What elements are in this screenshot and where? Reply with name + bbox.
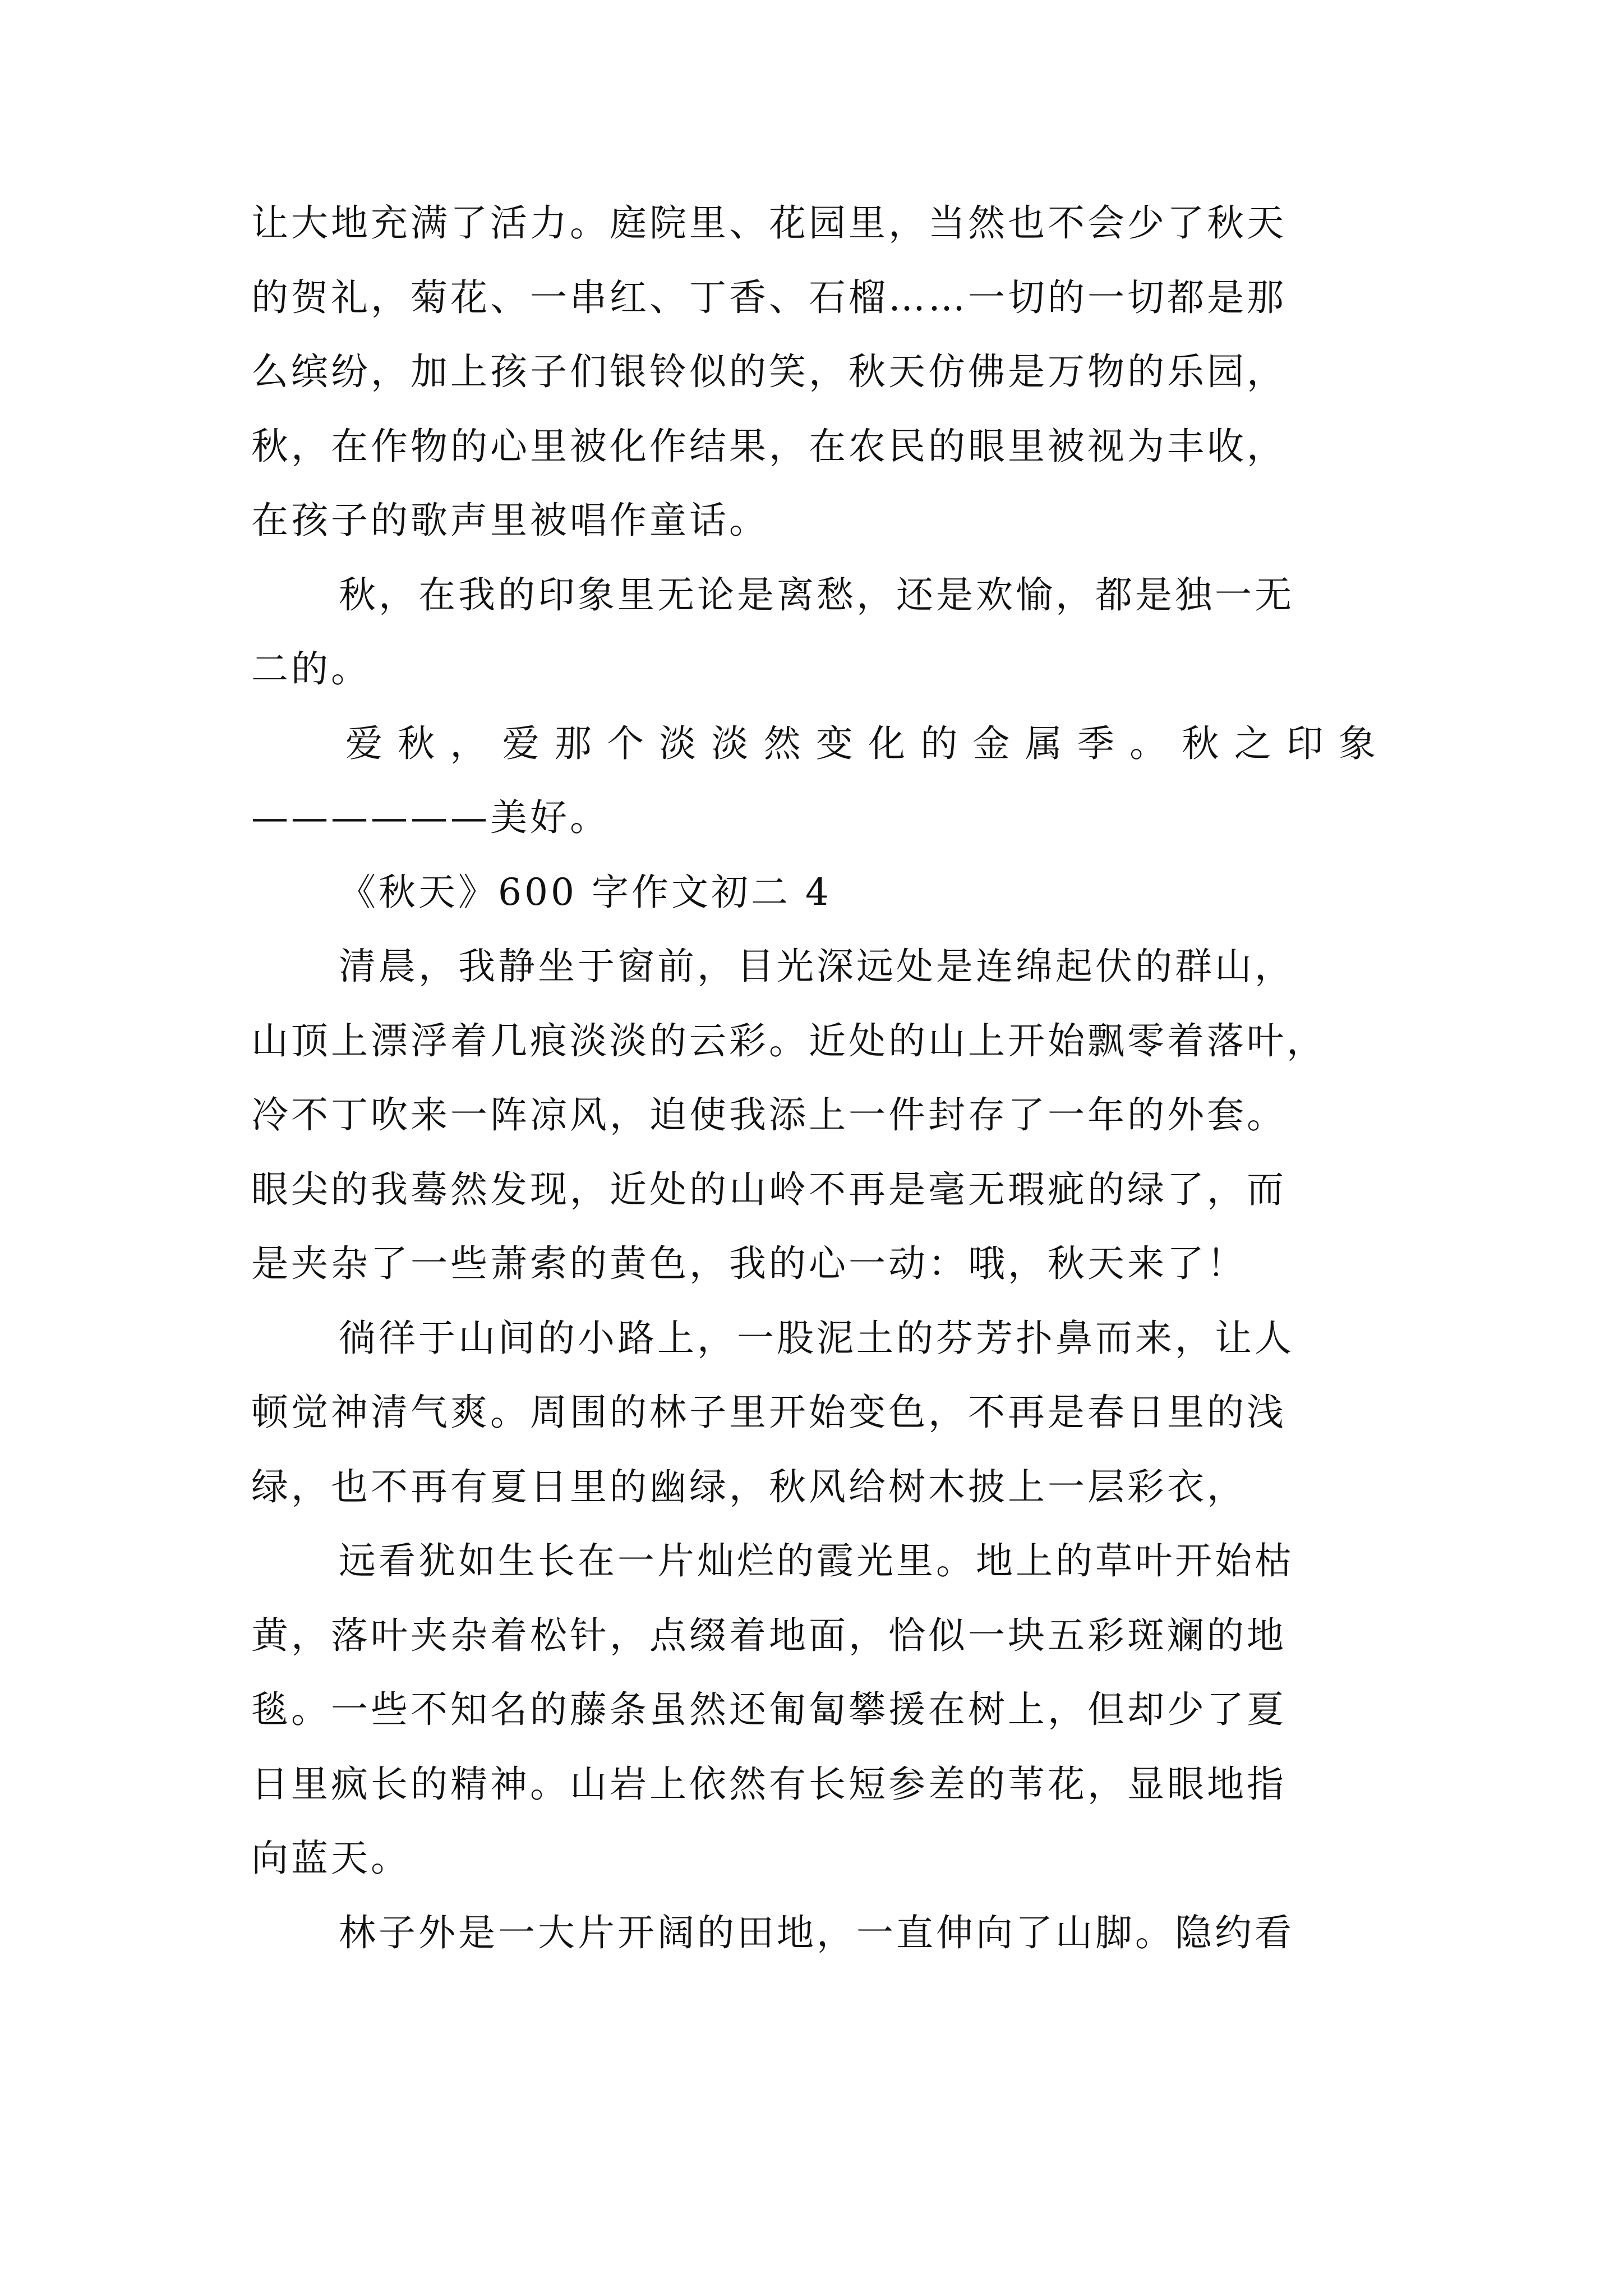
paragraph-first-line: 林子外是一大片开阔的田地，一直伸向了山脚。隐约看 (339, 1911, 1294, 1954)
text-line: 秋，在作物的心里被化作结果，在农民的眼里被视为丰收， (251, 424, 1287, 468)
text-line: 向蓝天。 (251, 1837, 411, 1880)
text-line: 绿，也不再有夏日里的幽绿，秋风给树木披上一层彩衣， (251, 1465, 1247, 1508)
section-heading: 《秋天》600 字作文初二 4 (339, 870, 832, 914)
text-line: 是夹杂了一些萧索的黄色，我的心一动：哦，秋天来了！ (251, 1242, 1247, 1285)
text-line: 让大地充满了活力。庭院里、花园里，当然也不会少了秋天 (251, 201, 1287, 245)
text-line: 黄，落叶夹杂着松针，点缀着地面，恰似一块五彩斑斓的地 (251, 1613, 1287, 1657)
text-line: 在孩子的歌声里被唱作童话。 (251, 499, 769, 542)
text-line: 日里疯长的精神。山岩上依然有长短参差的苇花，显眼地指 (251, 1762, 1287, 1806)
text-line: 么缤纷，加上孩子们银铃似的笑，秋天仿佛是万物的乐园， (251, 350, 1287, 393)
text-line: 山顶上漂浮着几痕淡淡的云彩。近处的山上开始飘零着落叶， (251, 1019, 1326, 1062)
text-line: 二的。 (251, 647, 371, 691)
paragraph-first-line: 远看犹如生长在一片灿烂的霞光里。地上的草叶开始枯 (339, 1539, 1294, 1582)
text-line: 毯。一些不知名的藤条虽然还匍匐攀援在树上，但却少了夏 (251, 1688, 1287, 1731)
paragraph-first-line: 爱秋，爱那个淡淡然变化的金属季。秋之印象 (345, 721, 1378, 765)
text-line: 眼尖的我蓦然发现，近处的山岭不再是毫无瑕疵的绿了，而 (251, 1167, 1287, 1211)
paragraph-first-line: 徜徉于山间的小路上，一股泥土的芬芳扑鼻而来，让人 (339, 1316, 1294, 1360)
text-line: 顿觉神清气爽。周围的林子里开始变色，不再是春日里的浅 (251, 1391, 1287, 1434)
text-line: 冷不丁吹来一阵凉风，迫使我添上一件封存了一年的外套。 (251, 1093, 1287, 1137)
paragraph-first-line: 秋，在我的印象里无论是离愁，还是欢愉，都是独一无 (339, 573, 1294, 616)
paragraph-first-line: 清晨，我静坐于窗前，目光深远处是连绵起伏的群山， (339, 945, 1294, 988)
text-line: 的贺礼，菊花、一串红、丁香、石榴……一切的一切都是那 (251, 275, 1287, 319)
document-body (251, 186, 1378, 1970)
text-line: ——————美好。 (251, 796, 610, 839)
